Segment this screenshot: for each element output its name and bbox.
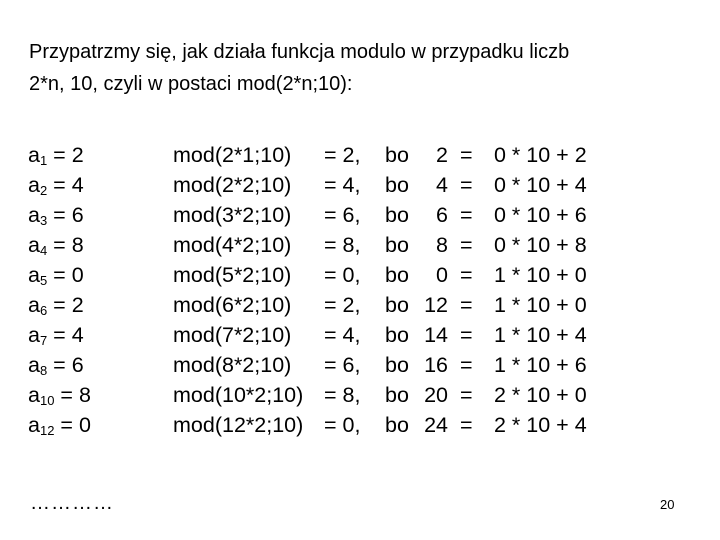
equals-sign: = bbox=[460, 203, 473, 227]
continuation-dots: ………… bbox=[30, 492, 114, 514]
product-value: 20 bbox=[424, 383, 448, 407]
bo-word: bo bbox=[385, 353, 409, 377]
equals-sign: = bbox=[460, 173, 473, 197]
equals-sign: = bbox=[460, 413, 473, 437]
equals-sign: = bbox=[460, 383, 473, 407]
bo-word: bo bbox=[385, 173, 409, 197]
product-value: 8 bbox=[436, 233, 448, 257]
decomposition: 0 * 10 + 6 bbox=[494, 203, 587, 227]
sequence-term: $a_2 = 4$ bbox=[28, 173, 84, 198]
product-value: 14 bbox=[424, 323, 448, 347]
decomposition: 1 * 10 + 0 bbox=[494, 293, 587, 317]
decomposition: 1 * 10 + 6 bbox=[494, 353, 587, 377]
sequence-term: $a_1 = 2$ bbox=[28, 143, 84, 168]
sequence-term: $a_8 = 6$ bbox=[28, 353, 84, 378]
mod-expression: mod(4*2;10) bbox=[173, 233, 292, 257]
bo-word: bo bbox=[385, 293, 409, 317]
mod-result: = 4, bbox=[324, 173, 361, 197]
mod-result: = 4, bbox=[324, 323, 361, 347]
mod-expression: mod(5*2;10) bbox=[173, 263, 292, 287]
mod-result: = 0, bbox=[324, 263, 361, 287]
mod-result: = 0, bbox=[324, 413, 361, 437]
intro-line-1: Przypatrzmy się, jak działa funkcja modulo w przypadku liczb bbox=[29, 41, 570, 63]
product-value: 6 bbox=[436, 203, 448, 227]
decomposition: 1 * 10 + 0 bbox=[494, 263, 587, 287]
equals-sign: = bbox=[460, 263, 473, 287]
mod-result: = 2, bbox=[324, 143, 361, 167]
bo-word: bo bbox=[385, 203, 409, 227]
mod-expression: mod(3*2;10) bbox=[173, 203, 292, 227]
mod-result: = 6, bbox=[324, 203, 361, 227]
decomposition: 0 * 10 + 4 bbox=[494, 173, 587, 197]
mod-result: = 8, bbox=[324, 233, 361, 257]
mod-expression: mod(2*2;10) bbox=[173, 173, 292, 197]
mod-result: = 8, bbox=[324, 383, 361, 407]
bo-word: bo bbox=[385, 383, 409, 407]
product-value: 2 bbox=[436, 143, 448, 167]
sequence-term: $a_7 = 4$ bbox=[28, 323, 84, 348]
mod-expression: mod(2*1;10) bbox=[173, 143, 292, 167]
sequence-term: $a_{10} = 8$ bbox=[28, 383, 91, 408]
mod-expression: mod(6*2;10) bbox=[173, 293, 292, 317]
decomposition: 2 * 10 + 4 bbox=[494, 413, 587, 437]
bo-word: bo bbox=[385, 263, 409, 287]
sequence-term: $a_{12} = 0$ bbox=[28, 413, 91, 438]
product-value: 4 bbox=[436, 173, 448, 197]
mod-expression: mod(12*2;10) bbox=[173, 413, 304, 437]
mod-expression: mod(8*2;10) bbox=[173, 353, 292, 377]
equals-sign: = bbox=[460, 323, 473, 347]
sequence-term: $a_4 = 8$ bbox=[28, 233, 84, 258]
equals-sign: = bbox=[460, 233, 473, 257]
mod-result: = 6, bbox=[324, 353, 361, 377]
bo-word: bo bbox=[385, 143, 409, 167]
product-value: 12 bbox=[424, 293, 448, 317]
bo-word: bo bbox=[385, 233, 409, 257]
decomposition: 1 * 10 + 4 bbox=[494, 323, 587, 347]
bo-word: bo bbox=[385, 323, 409, 347]
product-value: 16 bbox=[424, 353, 448, 377]
product-value: 0 bbox=[436, 263, 448, 287]
decomposition: 0 * 10 + 2 bbox=[494, 143, 587, 167]
mod-expression: mod(7*2;10) bbox=[173, 323, 292, 347]
equals-sign: = bbox=[460, 353, 473, 377]
equals-sign: = bbox=[460, 293, 473, 317]
mod-expression: mod(10*2;10) bbox=[173, 383, 304, 407]
page-number: 20 bbox=[660, 497, 675, 512]
intro-text bbox=[29, 36, 709, 100]
sequence-term: $a_6 = 2$ bbox=[28, 293, 84, 318]
bo-word: bo bbox=[385, 413, 409, 437]
sequence-term: $a_5 = 0$ bbox=[28, 263, 84, 288]
intro-line-2: 2*n, 10, czyli w postaci mod(2*n;10): bbox=[29, 73, 353, 95]
mod-result: = 2, bbox=[324, 293, 361, 317]
decomposition: 2 * 10 + 0 bbox=[494, 383, 587, 407]
product-value: 24 bbox=[424, 413, 448, 437]
sequence-term: $a_3 = 6$ bbox=[28, 203, 84, 228]
decomposition: 0 * 10 + 8 bbox=[494, 233, 587, 257]
equals-sign: = bbox=[460, 143, 473, 167]
